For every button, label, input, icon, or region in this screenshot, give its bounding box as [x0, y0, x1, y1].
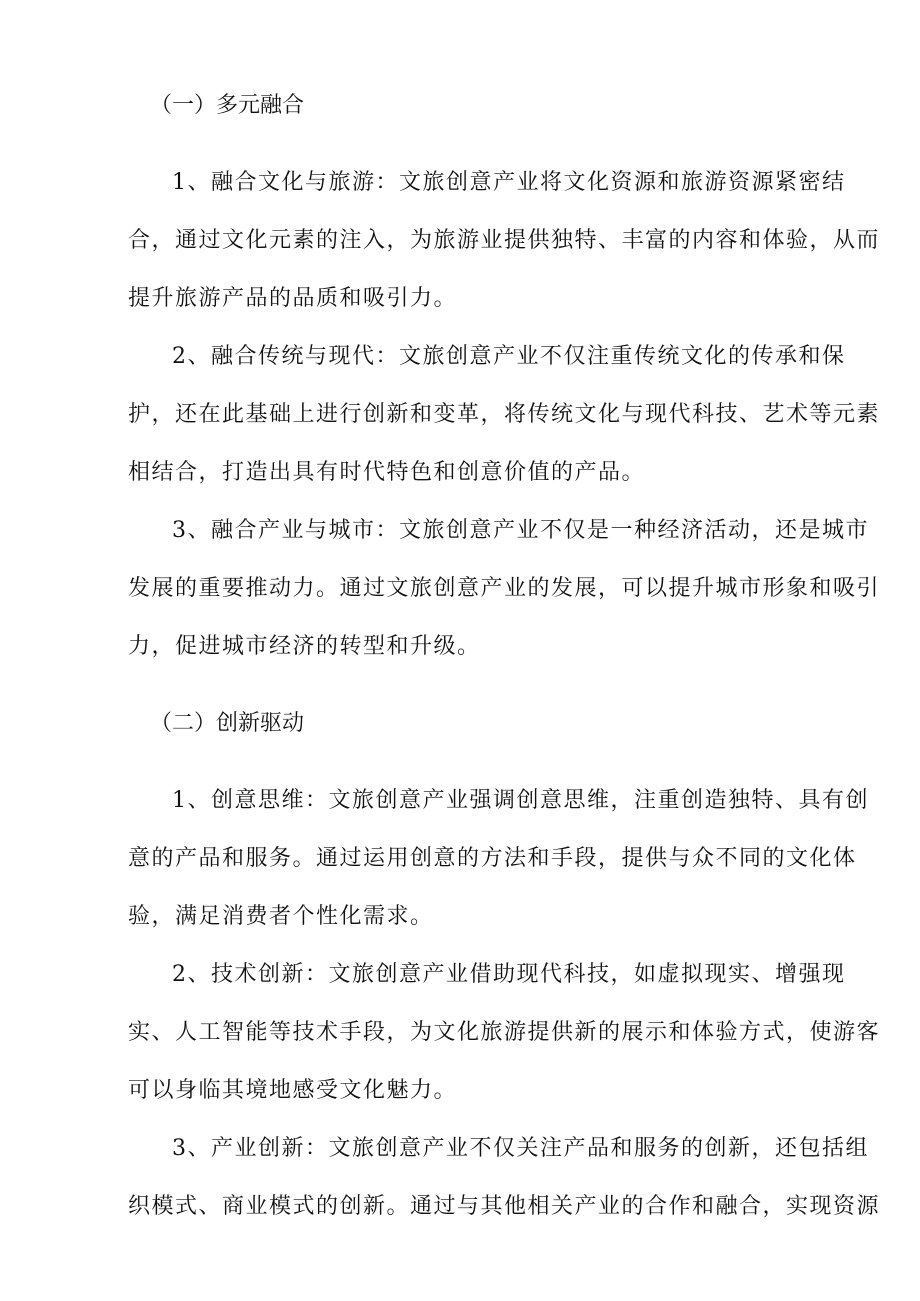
document-page	[84, 84, 881, 1236]
text-line: 3、产业创新：文旅创意产业不仅关注产品和服务的创新，还包括组	[172, 1136, 869, 1161]
paragraph-2-3	[84, 1120, 881, 1236]
paragraph-1-1	[84, 154, 881, 328]
text-line: 相结合，打造出具有时代特色和创意价值的产品。	[128, 460, 646, 485]
text-line: 力，促进城市经济的转型和升级。	[128, 634, 481, 659]
text-line: 1、创意思维：文旅创意产业强调创意思维，注重创造独特、具有创	[172, 788, 869, 813]
paragraph-2-2	[84, 946, 881, 1120]
text-line: 3、融合产业与城市：文旅创意产业不仅是一种经济活动，还是城市	[172, 518, 869, 543]
text-line: 织模式、商业模式的创新。通过与其他相关产业的合作和融合，实现资源	[128, 1194, 881, 1219]
paragraph-1-2	[84, 328, 881, 502]
paragraph-1-3	[84, 502, 881, 676]
text-line: 2、融合传统与现代：文旅创意产业不仅注重传统文化的传承和保	[172, 344, 846, 369]
text-line: 意的产品和服务。通过运用创意的方法和手段，提供与众不同的文化体	[128, 846, 857, 871]
text-line: 验，满足消费者个性化需求。	[128, 904, 434, 929]
text-line: 合，通过文化元素的注入，为旅游业提供独特、丰富的内容和体验，从而	[128, 228, 881, 253]
text-line: 实、人工智能等技术手段，为文化旅游提供新的展示和体验方式，使游客	[128, 1020, 881, 1045]
section-heading-2: （二）创新驱动	[150, 711, 305, 736]
paragraph-2-1	[84, 772, 869, 946]
text-line: 提升旅游产品的品质和吸引力。	[128, 286, 458, 311]
text-line: 2、技术创新：文旅创意产业借助现代科技，如虚拟现实、增强现	[172, 962, 846, 987]
text-line: 发展的重要推动力。通过文旅创意产业的发展，可以提升城市形象和吸引	[128, 576, 881, 601]
text-line: 1、融合文化与旅游：文旅创意产业将文化资源和旅游资源紧密结	[172, 170, 846, 195]
text-line: 可以身临其境地感受文化魅力。	[128, 1078, 458, 1103]
section-heading-1: （一）多元融合	[150, 93, 305, 118]
text-line: 护，还在此基础上进行创新和变革，将传统文化与现代科技、艺术等元素	[128, 402, 881, 427]
